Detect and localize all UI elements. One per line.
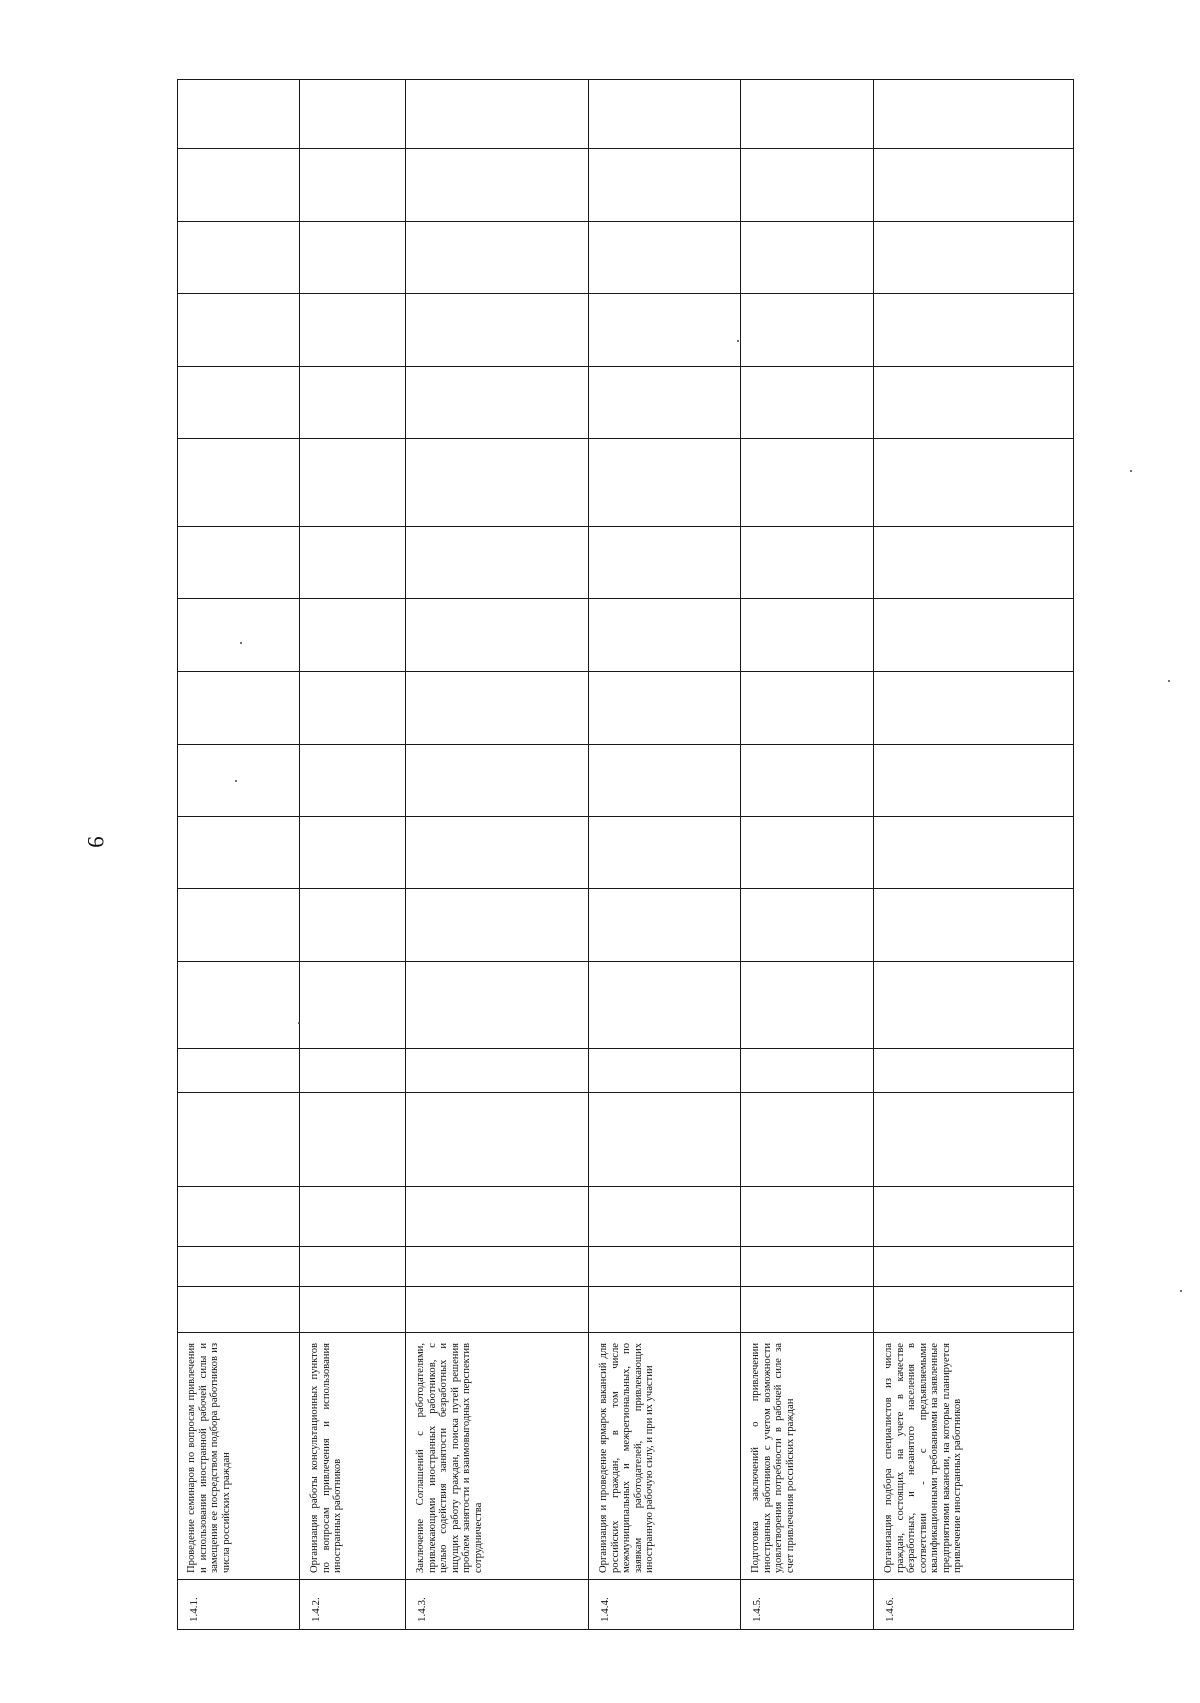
column-divider (178, 293, 1073, 294)
column-divider (178, 1092, 1073, 1093)
scan-speck (240, 642, 242, 644)
scan-speck (737, 340, 739, 342)
scan-speck (1168, 680, 1170, 682)
row-4-number: 1.4.4. (599, 1597, 611, 1622)
row-2-description: Организация работы консультационных пунктов по вопросам привлечения и использования иностранных работников (309, 1343, 343, 1573)
column-divider (178, 1246, 1073, 1247)
plan-table (177, 79, 1074, 1630)
scan-speck (235, 780, 237, 782)
column-divider (178, 438, 1073, 439)
column-divider (178, 1186, 1073, 1187)
scan-speck (1130, 470, 1132, 472)
row-3-number: 1.4.3. (416, 1597, 428, 1622)
column-divider (178, 744, 1073, 745)
column-divider (178, 888, 1073, 889)
row-divider (873, 80, 874, 1629)
row-1-description: Проведение семинаров по вопросам привлечения и использования иностранной рабочей силы и замещения ее посредством подбора работников из числа российских граждан (186, 1343, 232, 1573)
scan-speck (1180, 1290, 1182, 1292)
column-divider (178, 148, 1073, 149)
row-divider (740, 80, 741, 1629)
column-divider (178, 1332, 1073, 1333)
row-6-description: Организация подбора специалистов из числа граждан, состоящих на учете в качестве безработных, и незанятого населения в соответствии - с предъявляемыми квалификационными требованиями на заявленные предприятиями вакансии, на которые планируется привлечение иностранных работников (883, 1343, 963, 1573)
column-divider (178, 1048, 1073, 1049)
column-divider (178, 961, 1073, 962)
column-divider (178, 1579, 1073, 1580)
row-5-number: 1.4.5. (751, 1597, 763, 1622)
row-6-number: 1.4.6. (884, 1597, 896, 1622)
row-2-number: 1.4.2. (310, 1597, 322, 1622)
column-divider (178, 366, 1073, 367)
row-divider (588, 80, 589, 1629)
row-divider (405, 80, 406, 1629)
column-divider (178, 671, 1073, 672)
row-1-number: 1.4.1. (188, 1597, 200, 1622)
column-divider (178, 221, 1073, 222)
scan-speck (298, 1022, 300, 1024)
row-4-description: Организация и проведение ярмарок вакансий для российских граждан, в том числе межмуниципальных и межрегиональных, по заявкам работодателей, привлекающих иностранную рабочую силу, и при их участии (598, 1343, 655, 1573)
row-5-description: Подготовка заключений о привлечении иностранных работников с учетом возможности удовлетворения потребности в рабочей силе за счет привлечения российских граждан (750, 1343, 796, 1573)
row-divider (299, 80, 300, 1629)
column-divider (178, 526, 1073, 527)
column-divider (178, 598, 1073, 599)
page-number: 9 (83, 836, 108, 848)
column-divider (178, 1286, 1073, 1287)
row-3-description: Заключение Соглашений с работодателями, привлекающими иностранных работников, с целью содействия занятости безработных и ищущих работу граждан, поиска путей решения проблем занятости и взаимовыгодных перспектив сотрудничества (415, 1343, 484, 1573)
column-divider (178, 816, 1073, 817)
